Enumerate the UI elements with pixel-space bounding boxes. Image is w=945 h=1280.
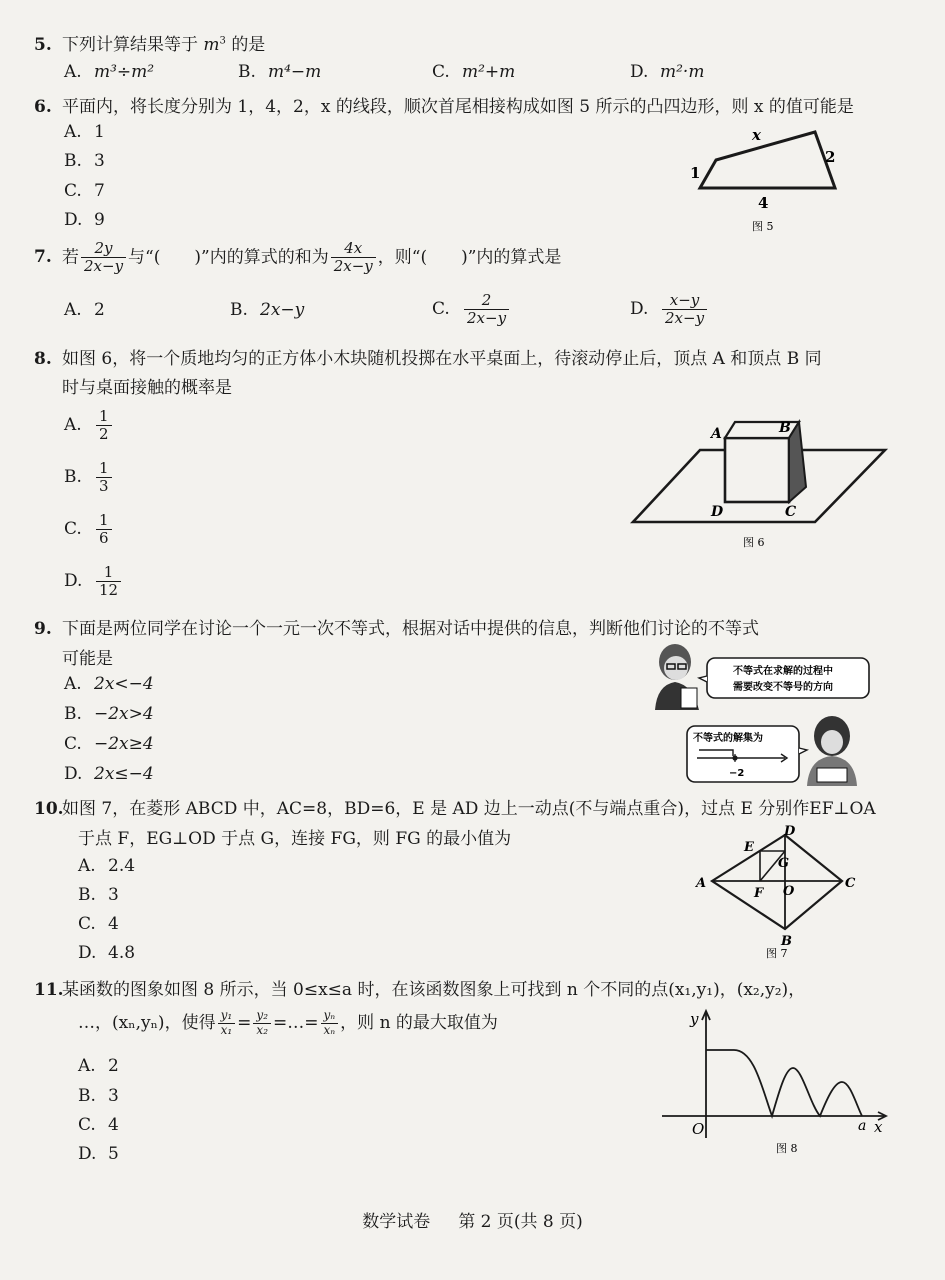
option-a: A. 2 <box>64 300 105 320</box>
option-d: D. $\frac{x-y}{2x-y}$ <box>630 292 709 328</box>
option-b: B. $\frac{1}{3}$ <box>64 460 114 496</box>
option-a: A. $\frac{1}{2}$ <box>64 408 114 444</box>
question-number: 5. <box>34 35 52 55</box>
question-number: 7. <box>34 247 52 268</box>
point-o: O <box>783 884 795 899</box>
option-a: A. 2 <box>78 1056 119 1076</box>
option-c: C. $\frac{2}{2x-y}$ <box>432 292 511 328</box>
option-d: D. 4.8 <box>78 943 136 963</box>
question-number: 6. <box>34 97 52 117</box>
student-girl-icon <box>807 716 857 786</box>
question-number: 11. <box>34 980 64 1000</box>
point-b: B <box>781 934 792 949</box>
option-c: C. 4 <box>78 914 119 934</box>
x-axis-label: x <box>874 1118 883 1136</box>
option-d: D. $\frac{1}{12}$ <box>64 564 123 600</box>
figure-6-cube <box>625 410 890 555</box>
side-label-x: x <box>752 126 761 144</box>
bubble-1-line2: 需要改变不等号的方向 <box>733 682 833 693</box>
option-b: B. 3 <box>78 885 119 905</box>
option-d: D. 2x≤−4 <box>64 764 154 784</box>
point-c: C <box>845 876 856 891</box>
option-b: B. 3 <box>78 1086 119 1106</box>
side-label-2: 2 <box>825 148 836 166</box>
figure-7-rhombus <box>690 823 870 963</box>
figure-5-quadrilateral <box>680 120 860 235</box>
footer-subject: 数学试卷 <box>362 1212 431 1232</box>
question-10 <box>34 794 876 819</box>
quadrilateral-shape <box>700 132 835 188</box>
question-7: 7. 若 $\frac{2y}{2x-y}$ 与“( )”内的算式的和为 $\frac{4x}{2x-y}$ ，则“( )”内的算式是 <box>34 239 562 276</box>
cube-side-face <box>789 422 806 502</box>
question-text-line2: 可能是 <box>62 649 113 669</box>
page-footer <box>0 1207 945 1232</box>
fraction: $\frac{2y}{2x-y}$ <box>81 240 126 276</box>
function-curve <box>706 1050 862 1116</box>
vertex-a: A <box>711 426 722 442</box>
figure-dialogue <box>645 640 877 790</box>
question-text: 下列计算结果等于 $m^3$ 的是 <box>62 35 266 55</box>
option-d: D. m²·m <box>630 62 705 82</box>
option-c: C. 4 <box>78 1115 119 1135</box>
figure-caption: 图 8 <box>776 1142 798 1155</box>
question-text-line2: …，(xₙ,yₙ)，使得 $\frac{\text{y₁}}{\text{x₁}}$ = $\frac{\text{y₂}}{\text{x₂}}$ =…= $\frac{\text{yₙ}}{\text{xₙ}}$ ，则 n 的最大取值为 <box>78 1008 498 1037</box>
figure-caption: 图 7 <box>766 947 788 960</box>
footer-page-number: 第 2 页(共 8 页) <box>458 1212 583 1232</box>
question-number: 8. <box>34 349 52 369</box>
question-text-line1: 下面是两位同学在讨论一个一元一次不等式，根据对话中提供的信息，判断他们讨论的不等式 <box>62 619 759 639</box>
option-b: B. 3 <box>64 151 105 171</box>
question-8 <box>34 344 822 369</box>
question-text-line2: 时与桌面接触的概率是 <box>62 378 232 398</box>
question-5 <box>34 30 265 55</box>
number-line-tick: −2 <box>729 768 745 779</box>
y-axis-label: y <box>690 1010 699 1028</box>
option-b: B. −2x>4 <box>64 704 154 724</box>
bubble-2-line1: 不等式的解集为 <box>693 733 763 744</box>
question-text-line2: 于点 F，EG⊥OD 于点 G，连接 FG，则 FG 的最小值为 <box>78 829 512 849</box>
question-9 <box>34 614 759 639</box>
option-b: B. 2x−y <box>230 300 305 320</box>
option-c: C. −2x≥4 <box>64 734 154 754</box>
bubble-1-line1: 不等式在求解的过程中 <box>733 666 833 677</box>
side-label-1: 1 <box>690 164 701 182</box>
question-6 <box>34 92 854 117</box>
point-d: D <box>784 824 796 839</box>
rhombus-abcd <box>712 835 842 929</box>
fraction: $\frac{4x}{2x-y}$ <box>331 240 376 276</box>
figure-8-graph <box>658 1008 890 1160</box>
point-g: G <box>778 856 790 871</box>
option-c: C. 7 <box>64 181 105 201</box>
option-d: D. 9 <box>64 210 105 230</box>
figure-caption: 图 6 <box>743 536 765 549</box>
side-label-4: 4 <box>758 194 769 212</box>
question-text-line1: 某函数的图象如图 8 所示，当 0≤x≤a 时，在该函数图象上可找到 n 个不同的点(x₁,y₁)，(x₂,y₂)， <box>62 980 806 1000</box>
option-c: C. m²+m <box>432 62 516 82</box>
origin-label: O <box>692 1120 705 1138</box>
cube-front-face <box>725 438 789 502</box>
option-a: A. m³÷m² <box>64 62 155 82</box>
question-number: 10. <box>34 799 64 819</box>
solution-point <box>732 755 737 760</box>
point-a-label: a <box>858 1118 867 1134</box>
student-boy-icon <box>655 644 699 710</box>
vertex-c: C <box>785 504 797 520</box>
option-a: A. 2.4 <box>78 856 136 876</box>
option-d: D. 5 <box>78 1144 119 1164</box>
question-text-line1: 如图 7，在菱形 ABCD 中，AC=8，BD=6，E 是 AD 边上一动点(不与端点重合)，过点 E 分别作EF⊥OA <box>62 799 876 819</box>
question-text-line1: 如图 6，将一个质地均匀的正方体小木块随机投掷在水平桌面上，待滚动停止后，顶点 A 和顶点 B 同 <box>62 349 822 369</box>
option-a: A. 1 <box>64 122 105 142</box>
option-c: C. $\frac{1}{6}$ <box>64 512 114 548</box>
point-f: F <box>754 886 764 901</box>
figure-caption: 图 5 <box>752 220 774 233</box>
vertex-d: D <box>711 504 724 520</box>
point-e: E <box>744 840 754 855</box>
question-11 <box>34 975 805 1000</box>
question-number: 9. <box>34 619 52 639</box>
option-a: A. 2x<−4 <box>64 674 154 694</box>
option-b: B. m⁴−m <box>238 62 322 82</box>
vertex-b: B <box>779 420 791 436</box>
question-text: 平面内，将长度分别为 1，4，2，x 的线段，顺次首尾相接构成如图 5 所示的凸四边形，则 x 的值可能是 <box>62 97 854 117</box>
point-a: A <box>696 876 707 891</box>
